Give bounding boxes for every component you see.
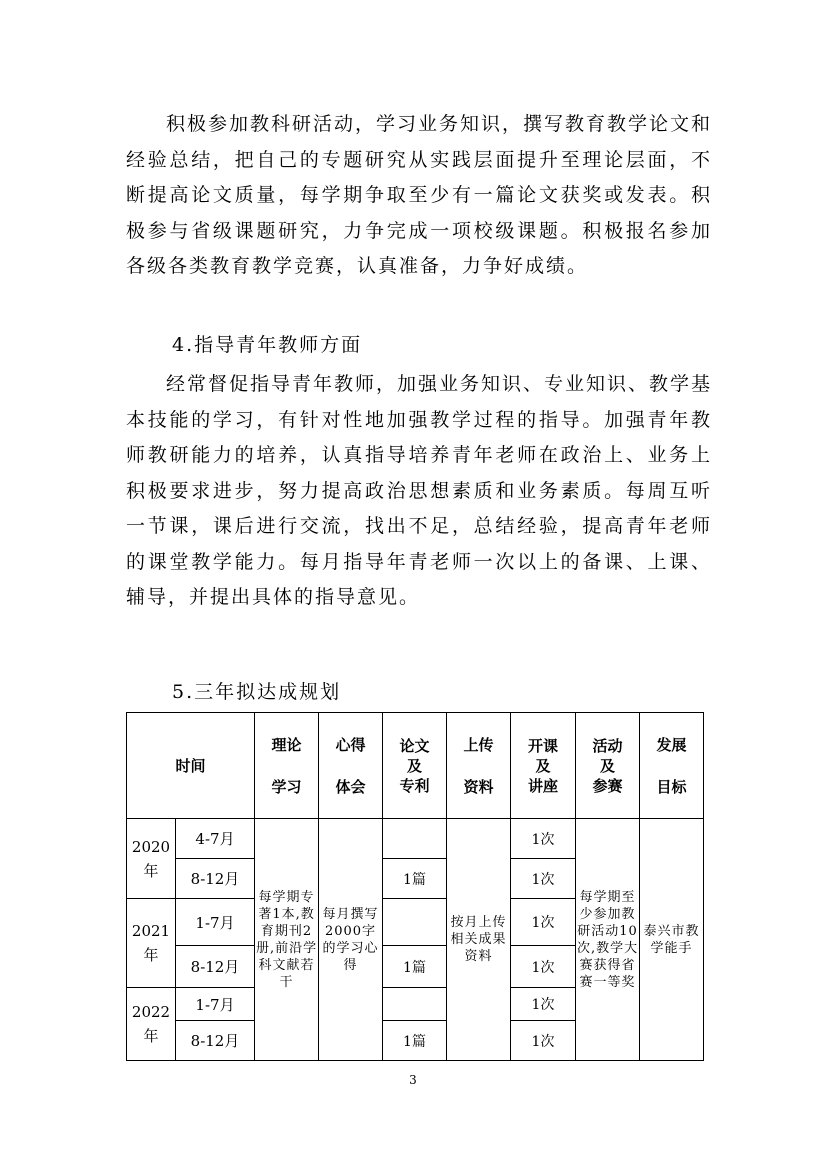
table-row bbox=[127, 819, 704, 859]
header-upload bbox=[447, 713, 511, 819]
year-cell-2022: 2022年 bbox=[127, 988, 176, 1061]
header-papers bbox=[383, 713, 447, 819]
research-paragraph: 积极参加教科研活动，学习业务知识，撰写教育教学论文和经验总结，把自己的专题研究从实践层面提升至理论层面，不断提高论文质量，每学期争取至少有一篇论文获奖或发表。积极参与省级课题研究，力争完成一项校级课题。积极报名参加各级各类教育教学竞赛，认真准备，力争好成绩。 bbox=[126, 113, 713, 277]
header-papers-line2: 及 bbox=[407, 756, 423, 775]
header-experience bbox=[319, 713, 383, 819]
table-header-row bbox=[127, 713, 704, 819]
header-lectures bbox=[511, 713, 576, 819]
section-heading-5: 5.三年拟达成规划 bbox=[172, 681, 342, 703]
period-cell: 8-12月 bbox=[176, 946, 255, 988]
upload-cell: 按月上传相关成果资料 bbox=[447, 819, 511, 1061]
goal-cell: 泰兴市教学能手 bbox=[640, 819, 704, 1061]
header-lectures-line1: 开课 bbox=[528, 736, 559, 755]
header-time: 时间 bbox=[127, 713, 255, 819]
section-heading-4: 4.指导青年教师方面 bbox=[172, 334, 363, 356]
header-upload-line2: 资料 bbox=[463, 777, 494, 796]
header-experience-line2: 体会 bbox=[335, 777, 366, 796]
papers-cell bbox=[383, 988, 447, 1021]
header-theory-line1: 理论 bbox=[271, 735, 302, 754]
theory-cell: 每学期专著1本,教育期刊2册,前沿学科文献若干 bbox=[255, 819, 319, 1061]
papers-cell: 1篇 bbox=[383, 946, 447, 988]
year-cell-2020: 2020年 bbox=[127, 819, 176, 899]
period-cell: 8-12月 bbox=[176, 859, 255, 899]
header-goal-line1: 发展 bbox=[656, 735, 687, 754]
lectures-cell: 1次 bbox=[511, 819, 576, 859]
header-papers-line3: 专利 bbox=[399, 776, 430, 795]
experience-cell: 每月撰写2000字的学习心得 bbox=[319, 819, 383, 1061]
header-lectures-line3: 讲座 bbox=[528, 776, 559, 795]
three-year-plan-table bbox=[126, 712, 704, 1061]
lectures-cell: 1次 bbox=[511, 899, 576, 946]
header-goal-line2: 目标 bbox=[656, 777, 687, 796]
activities-cell: 每学期至少参加教研活动10次,教学大赛获得省赛一等奖 bbox=[576, 819, 640, 1061]
header-activities bbox=[576, 713, 640, 819]
header-activities-line3: 参赛 bbox=[592, 776, 623, 795]
mentoring-paragraph: 经常督促指导青年教师，加强业务知识、专业知识、教学基本技能的学习，有针对性地加强教学过程的指导。加强青年教师教研能力的培养，认真指导培养青年老师在政治上、业务上积极要求进步，努力提高政治思想素质和业务素质。每周互听一节课，课后进行交流，找出不足，总结经验，提高青年老师的课堂教学能力。每月指导年青老师一次以上的备课、上课、辅导，并提出具体的指导意见。 bbox=[126, 373, 713, 608]
header-goal bbox=[640, 713, 704, 819]
header-theory bbox=[255, 713, 319, 819]
period-cell: 8-12月 bbox=[176, 1021, 255, 1061]
papers-cell bbox=[383, 899, 447, 946]
lectures-cell: 1次 bbox=[511, 1021, 576, 1061]
page-number: 3 bbox=[409, 1073, 417, 1087]
lectures-cell: 1次 bbox=[511, 859, 576, 899]
header-upload-line1: 上传 bbox=[463, 735, 494, 754]
header-activities-line1: 活动 bbox=[592, 736, 623, 755]
header-theory-line2: 学习 bbox=[271, 777, 302, 796]
papers-cell: 1篇 bbox=[383, 859, 447, 899]
header-lectures-line2: 及 bbox=[535, 756, 551, 775]
header-papers-line1: 论文 bbox=[399, 736, 430, 755]
header-activities-line2: 及 bbox=[600, 756, 616, 775]
papers-cell: 1篇 bbox=[383, 1021, 447, 1061]
papers-cell bbox=[383, 819, 447, 859]
period-cell: 1-7月 bbox=[176, 988, 255, 1021]
year-cell-2021: 2021年 bbox=[127, 899, 176, 988]
period-cell: 1-7月 bbox=[176, 899, 255, 946]
lectures-cell: 1次 bbox=[511, 988, 576, 1021]
header-experience-line1: 心得 bbox=[335, 735, 366, 754]
lectures-cell: 1次 bbox=[511, 946, 576, 988]
period-cell: 4-7月 bbox=[176, 819, 255, 859]
